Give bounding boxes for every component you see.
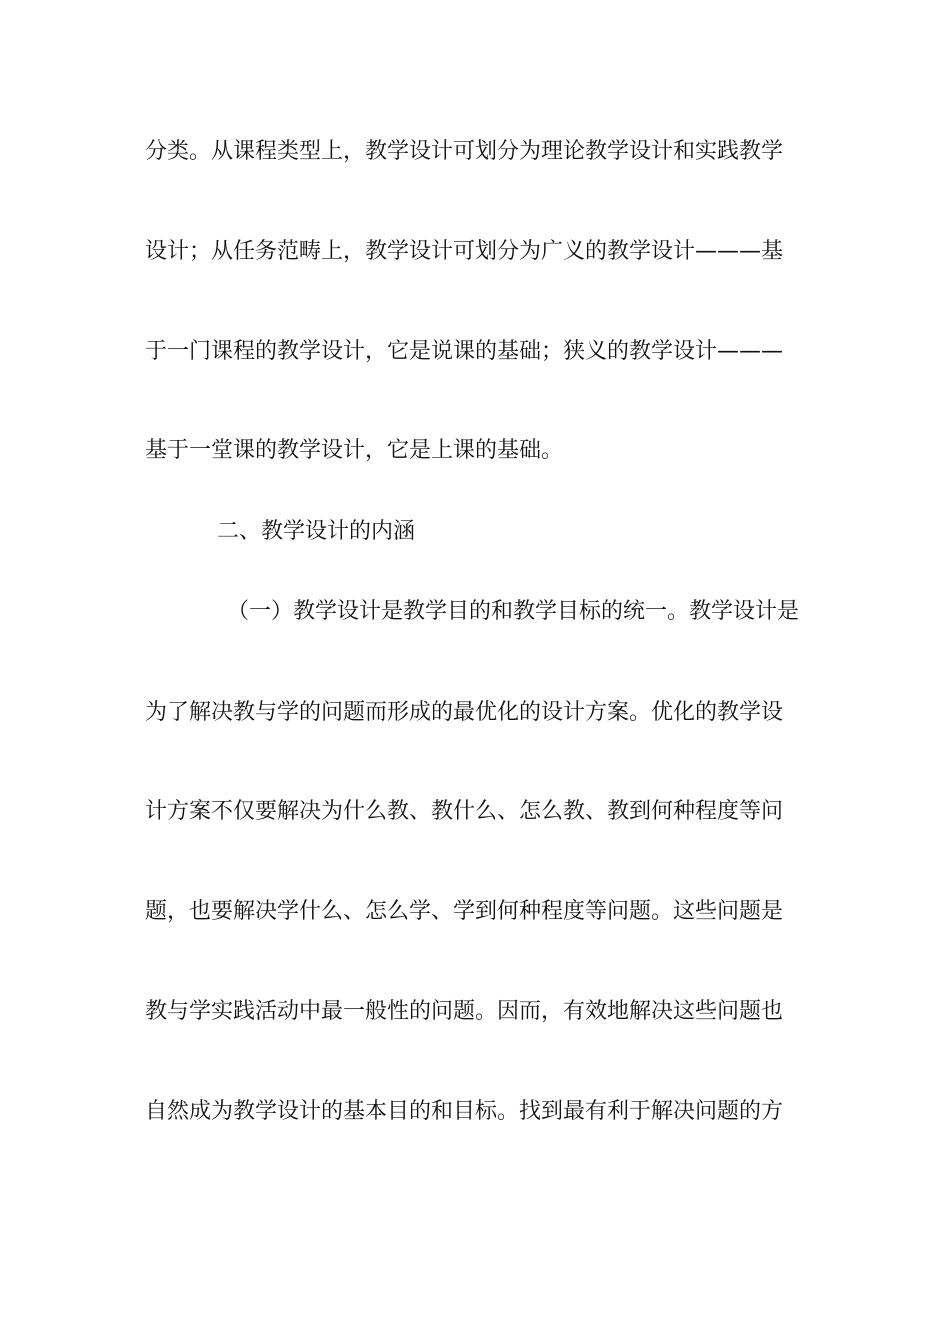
paragraph-line: 计方案不仅要解决为什么教、教什么、怎么教、教到何种程度等问 <box>145 799 784 824</box>
paragraph-line: 教与学实践活动中最一般性的问题。因而，有效地解决这些问题也 <box>145 999 784 1024</box>
paragraph-line: 设计；从任务范畴上，教学设计可划分为广义的教学设计———基 <box>145 239 784 264</box>
paragraph-line: 自然成为教学设计的基本目的和目标。找到最有利于解决问题的方 <box>145 1099 784 1124</box>
paragraph-line: 为了解决教与学的问题而形成的最优化的设计方案。优化的教学设 <box>145 700 784 725</box>
paragraph-line: 于一门课程的教学设计，它是说课的基础；狭义的教学设计——— <box>145 339 784 364</box>
subsection-paragraph-line: （一）教学设计是教学目的和教学目标的统一。教学设计是 <box>227 599 800 624</box>
section-heading: 二、教学设计的内涵 <box>217 519 416 544</box>
paragraph-line: 基于一堂课的教学设计，它是上课的基础。 <box>145 438 564 463</box>
paragraph-line: 题，也要解决学什么、怎么学、学到何种程度等问题。这些问题是 <box>145 899 784 924</box>
paragraph-line: 分类。从课程类型上，教学设计可划分为理论教学设计和实践教学 <box>145 139 784 164</box>
